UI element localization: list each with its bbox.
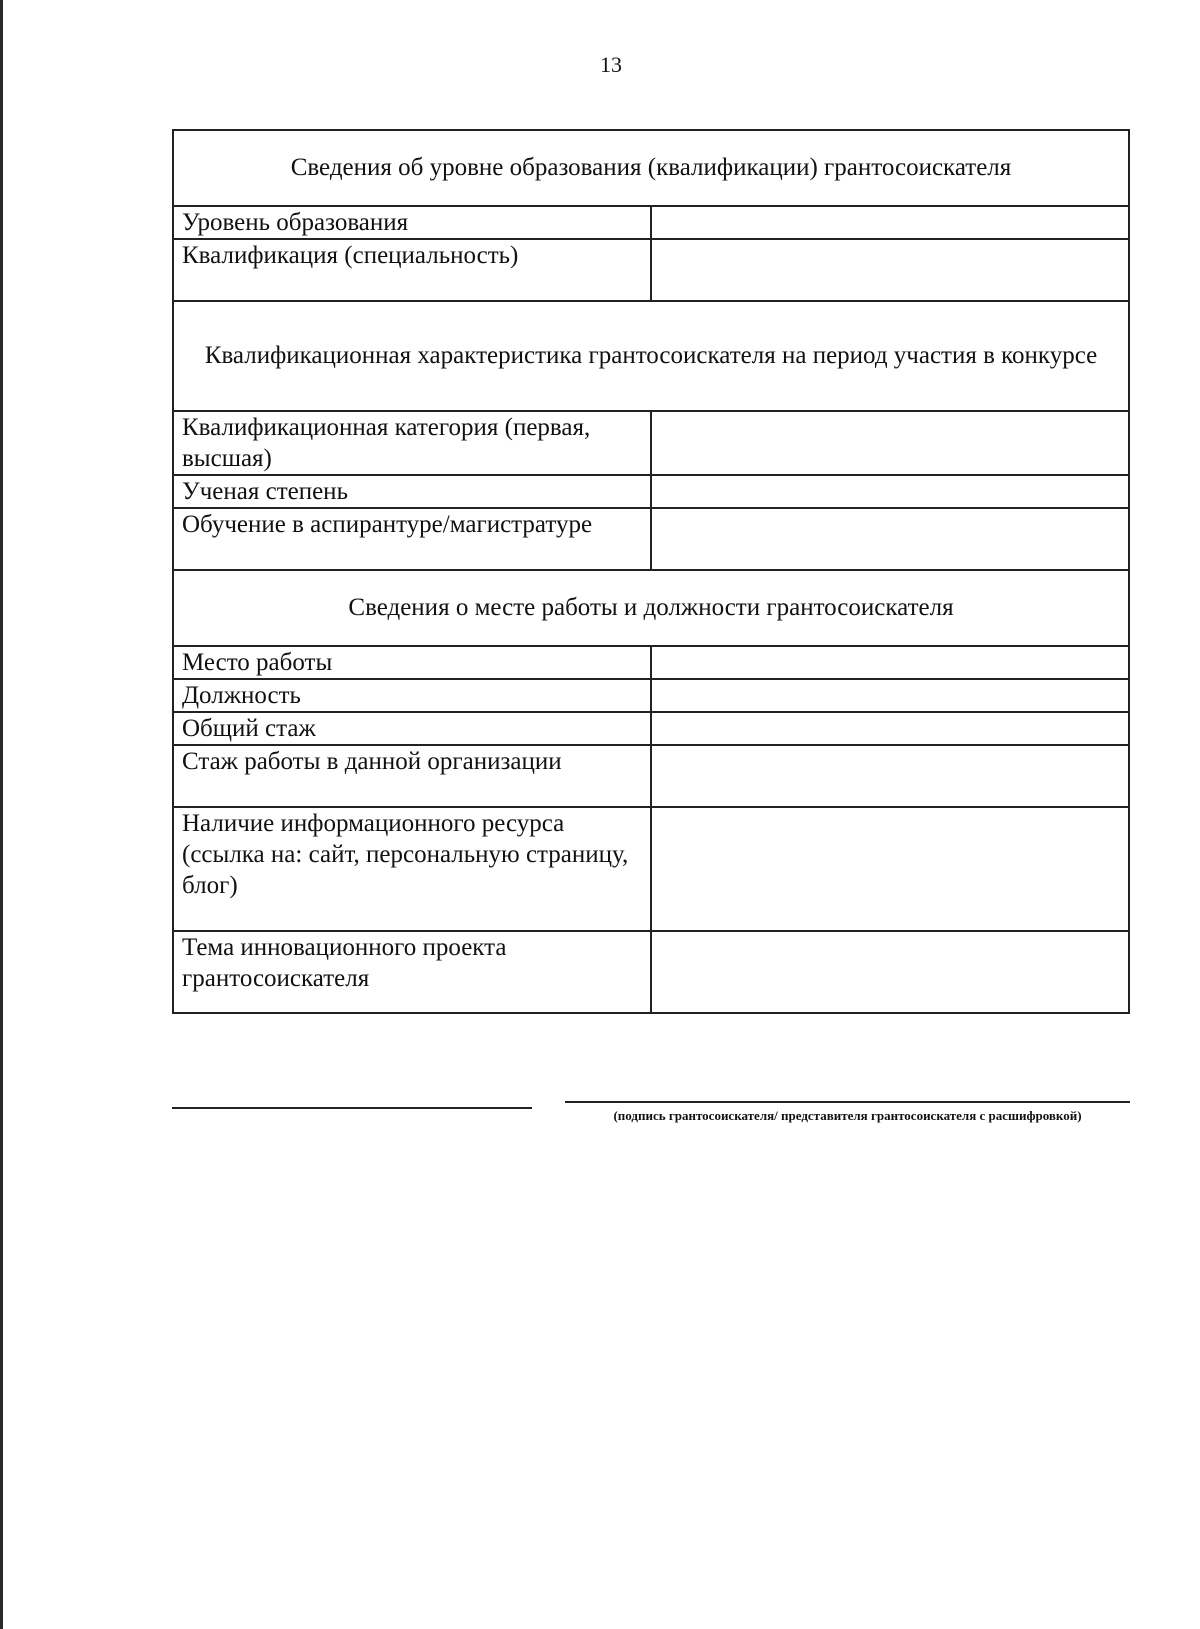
table-row <box>173 239 1129 301</box>
field-label-position: Должность <box>173 679 651 712</box>
section-header-row <box>173 301 1129 411</box>
table-row <box>173 679 1129 712</box>
field-value-qualification-category[interactable] <box>651 411 1129 475</box>
field-label-information-resource: Наличие информационного ресурса (ссылка на: сайт, персональную страницу, блог) <box>173 807 651 931</box>
signature-caption: (подпись грантосоискателя/ представителя грантосоискателя с расшифровкой) <box>613 1108 1082 1123</box>
field-value-organization-experience[interactable] <box>651 745 1129 807</box>
field-value-education-level[interactable] <box>651 206 1129 239</box>
table-row <box>173 475 1129 508</box>
table-row <box>173 931 1129 1013</box>
table-row <box>173 508 1129 570</box>
signature-line[interactable] <box>565 1101 1130 1103</box>
field-value-information-resource[interactable] <box>651 807 1129 931</box>
date-line[interactable] <box>172 1107 532 1109</box>
field-value-qualification[interactable] <box>651 239 1129 301</box>
section-title-education: Сведения об уровне образования (квалификации) грантосоискателя <box>173 130 1129 206</box>
applicant-info-table <box>172 129 1130 1014</box>
field-label-project-topic: Тема инновационного проекта грантосоискателя <box>173 931 651 1013</box>
field-label-qualification-category: Квалификационная категория (первая, высшая) <box>173 411 651 475</box>
field-label-postgraduate-study: Обучение в аспирантуре/магистратуре <box>173 508 651 570</box>
page-number: 13 <box>600 52 622 77</box>
table-row <box>173 646 1129 679</box>
field-value-academic-degree[interactable] <box>651 475 1129 508</box>
field-label-education-level: Уровень образования <box>173 206 651 239</box>
section-header-row <box>173 570 1129 646</box>
field-label-workplace: Место работы <box>173 646 651 679</box>
field-value-project-topic[interactable] <box>651 931 1129 1013</box>
section-title-workplace: Сведения о месте работы и должности грантосоискателя <box>173 570 1129 646</box>
field-label-organization-experience: Стаж работы в данной организации <box>173 745 651 807</box>
table-row <box>173 411 1129 475</box>
table-row <box>173 712 1129 745</box>
field-label-qualification: Квалификация (специальность) <box>173 239 651 301</box>
field-value-total-experience[interactable] <box>651 712 1129 745</box>
field-label-total-experience: Общий стаж <box>173 712 651 745</box>
field-value-workplace[interactable] <box>651 646 1129 679</box>
table-row <box>173 745 1129 807</box>
scan-edge <box>0 0 3 1629</box>
field-value-postgraduate-study[interactable] <box>651 508 1129 570</box>
section-header-row <box>173 130 1129 206</box>
field-value-position[interactable] <box>651 679 1129 712</box>
table-row <box>173 206 1129 239</box>
section-title-qualification-characteristics: Квалификационная характеристика грантосоискателя на период участия в конкурсе <box>173 301 1129 411</box>
table-row <box>173 807 1129 931</box>
field-label-academic-degree: Ученая степень <box>173 475 651 508</box>
